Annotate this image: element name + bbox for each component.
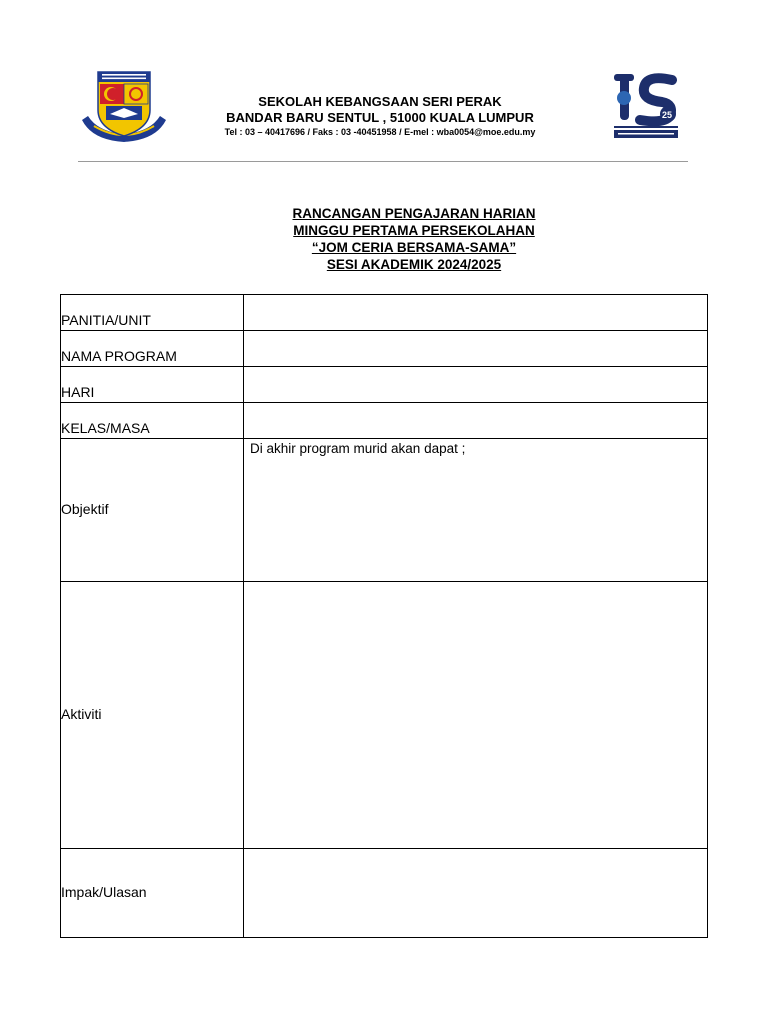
objektif-label: Objektif [61,501,109,517]
form-row-aktiviti [61,582,708,849]
objektif-note: Di akhir program murid akan dapat ; [250,441,466,456]
impak-field[interactable] [244,849,708,938]
school-crest-icon [80,70,168,146]
svg-text:25: 25 [662,110,673,120]
hari-field[interactable] [244,367,708,403]
panitia-label: PANITIA/UNIT [61,312,151,328]
program-field[interactable] [244,331,708,367]
form-row-kelas [61,403,708,439]
aktiviti-field[interactable] [244,582,708,849]
school-address: BANDAR BARU SENTUL , 51000 KUALA LUMPUR [226,110,534,125]
hari-label: HARI [61,384,95,400]
kelas-field[interactable] [244,403,708,439]
form-row-hari [61,367,708,403]
document-title [200,205,628,273]
aktiviti-label: Aktiviti [61,706,102,722]
objektif-field[interactable] [244,439,708,582]
school-header [170,94,590,139]
title-line-1: RANCANGAN PENGAJARAN HARIAN [292,206,536,221]
ts25-logo-icon [610,70,682,142]
form-row-impak [61,849,708,938]
impak-label: Impak/Ulasan [61,884,147,900]
form-row-objektif [61,439,708,582]
panitia-field[interactable] [244,295,708,331]
title-line-4: SESI AKADEMIK 2024/2025 [326,257,502,272]
form-row-panitia [61,295,708,331]
header-divider [78,161,688,162]
kelas-label: KELAS/MASA [61,420,150,436]
program-label: NAMA PROGRAM [61,348,177,364]
title-line-2: MINGGU PERTAMA PERSEKOLAHAN [293,223,535,238]
lesson-plan-form [60,294,708,938]
school-name: SEKOLAH KEBANGSAAN SERI PERAK [258,94,502,109]
title-line-3: “JOM CERIA BERSAMA-SAMA” [311,240,517,255]
school-contact: Tel : 03 – 40417696 / Faks : 03 -40451958 / E-mel : wba0054@moe.edu.my [224,127,536,137]
form-row-program [61,331,708,367]
